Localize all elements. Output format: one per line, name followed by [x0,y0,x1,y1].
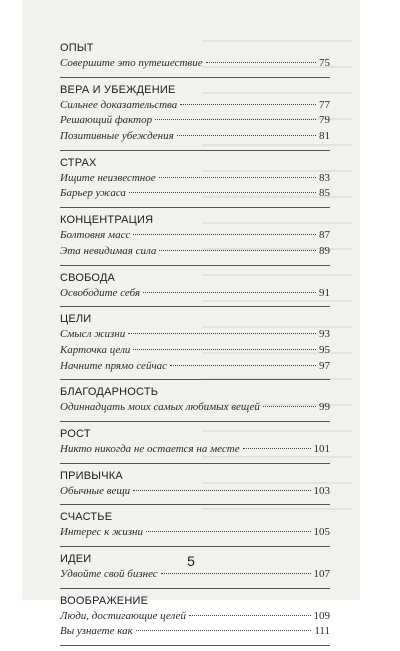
section-divider [60,150,330,151]
section-title: ИДЕИ [60,553,92,565]
entry-page-number: 75 [319,57,330,69]
entry-title: Ищите неизвестное [60,171,156,184]
dot-leader [177,135,316,136]
section-title: КОНЦЕНТРАЦИЯ [60,214,154,227]
dot-leader [180,104,316,105]
toc-section [60,271,330,308]
section-divider [60,504,330,505]
section-divider [60,463,330,464]
toc-entry [60,286,330,302]
entry-title: Одиннадцать моих самых любимых вещей [60,401,260,414]
section-divider [60,207,330,208]
entry-title: Люди, достигающие целей [60,609,186,622]
toc-entry [60,400,330,416]
toc-entry [60,228,330,244]
entry-page-number: 105 [313,526,330,539]
toc-section [60,41,330,78]
entry-page-number: 111 [314,625,330,638]
dot-leader [206,62,316,63]
toc-entry [60,171,330,187]
dot-leader [161,573,311,574]
section-divider [60,306,330,307]
entry-title: Карточка цели [60,343,131,356]
toc-section [60,594,330,646]
section-divider [60,421,330,422]
dot-leader [159,177,316,178]
entry-title: Барьер ужаса [60,187,126,200]
section-divider [60,546,330,547]
entry-title: Смысл жизни [60,328,126,341]
toc-entry [60,129,330,145]
section-title: ВЕРА И УБЕЖДЕНИЕ [60,83,176,96]
dot-leader [189,615,311,616]
section-title: БЛАГОДАРНОСТЬ [60,386,159,399]
entry-page-number: 95 [319,343,330,356]
entry-page-number: 101 [313,442,330,455]
dot-leader [129,192,316,193]
entry-title: Вы узнаете как [60,625,133,638]
page-number: 5 [187,553,195,569]
entry-page-number: 109 [313,609,330,622]
dot-leader [133,490,310,491]
entry-page-number: 103 [313,484,330,497]
dot-leader [243,448,311,449]
toc-entry [60,56,330,72]
section-title: СВОБОДА [60,271,116,284]
entry-title: Интерес к жизни [60,526,143,539]
section-divider [60,379,330,380]
dot-leader [133,349,316,350]
toc-entry [60,442,330,458]
section-title: СЧАСТЬЕ [60,511,113,524]
toc-entry [60,609,330,625]
toc-entry [60,525,330,541]
toc-entry [60,186,330,202]
section-divider [60,588,330,589]
toc-entry [60,98,330,114]
toc-section [60,312,330,380]
entry-title: Освободите себя [60,286,141,299]
dot-leader [136,630,312,631]
entry-page-number: 87 [319,229,330,242]
entry-title: Обычные вещи [60,484,131,497]
section-title: ЦЕЛИ [60,313,92,326]
dot-leader [159,250,316,251]
toc-entry [60,624,330,640]
toc-entry [60,113,330,129]
toc-entry [60,343,330,359]
entry-title: Начните прямо сейчас [60,359,168,372]
section-title: ПРИВЫЧКА [60,469,123,482]
entry-page-number: 107 [313,568,330,580]
entry-page-number: 89 [319,244,330,257]
toc-entry [60,327,330,343]
dot-leader [128,333,316,334]
toc-section [60,427,330,464]
toc-section [60,469,330,506]
section-divider [60,77,330,78]
entry-page-number: 93 [319,328,330,341]
section-title: СТРАХ [60,156,97,169]
entry-title: Удвойте свой бизнес [60,568,158,580]
entry-title: Сильнее доказательства [60,98,178,111]
section-divider [60,265,330,266]
entry-title: Эта невидимая сила [60,244,157,257]
toc-section [60,156,330,208]
entry-title: Болтовня масс [60,229,131,242]
entry-page-number: 85 [319,187,330,200]
entry-page-number: 97 [319,359,330,372]
toc-entry [60,484,330,500]
entry-page-number: 77 [319,98,330,111]
toc-section [60,83,330,151]
toc-entry [60,567,330,583]
section-divider [60,645,330,646]
book-page [22,0,360,638]
dot-leader [133,234,316,235]
toc-section [60,385,330,422]
section-title: РОСТ [60,427,91,440]
dot-leader [263,406,316,407]
dot-leader [146,531,311,532]
toc-entry [60,244,330,260]
dot-leader [143,292,316,293]
dot-leader [155,119,316,120]
entry-page-number: 79 [319,114,330,127]
entry-title: Позитивные убеждения [60,130,174,143]
toc-entry [60,359,330,375]
entry-page-number: 91 [319,286,330,299]
entry-title: Никто никогда не остается на месте [60,442,240,455]
section-title: ОПЫТ [60,42,94,54]
section-title: ВООБРАЖЕНИЕ [60,594,149,607]
toc-section [60,510,330,547]
dot-leader [170,365,316,366]
entry-title: Совершите это путешествие [60,57,203,69]
entry-title: Решающий фактор [60,114,153,127]
entry-page-number: 99 [319,401,330,414]
toc-section [60,213,330,265]
entry-page-number: 81 [319,130,330,143]
entry-page-number: 83 [319,171,330,184]
